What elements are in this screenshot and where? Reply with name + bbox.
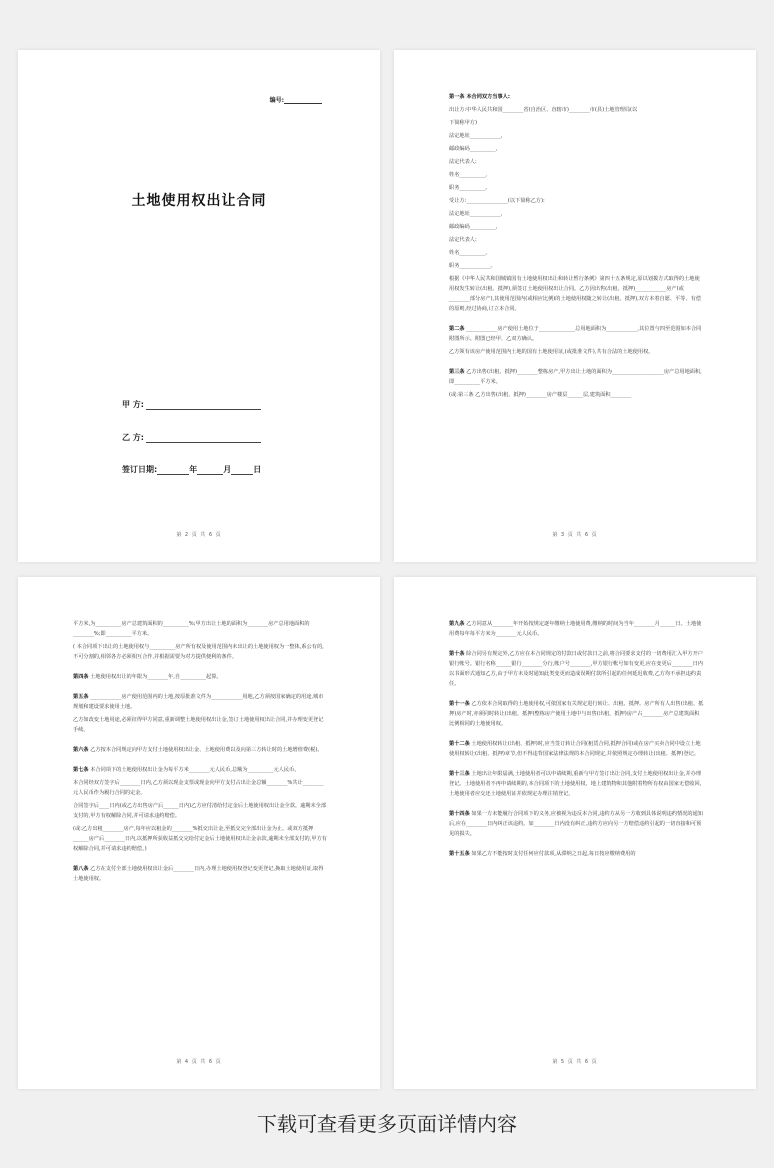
party-a-line bbox=[122, 399, 261, 410]
text-paragraph: 根据《中华人民共和国城镇国有土地使用权出让和转让暂行条例》第四十五条规定,原以划拨方式取得的土地使用权发生转让(出租、抵押),须签订土地使用权出让合同。乙方因出售(出租、抵押)____________房产(或________部分房产),其使用范围内(或相应比例)的土地使用权随之转让(出租、抵押),双方本着自愿、平等、有偿的原则,经过协商,订立本合同。 bbox=[449, 276, 702, 312]
clause-number: 第三条 bbox=[449, 369, 465, 375]
clause-number: 第十三条 bbox=[449, 771, 470, 777]
serial-number-blank bbox=[284, 97, 322, 104]
clause-number: 第二条 bbox=[449, 326, 465, 332]
page-number: 第 4 页 共 6 页 bbox=[176, 1059, 222, 1065]
clause-text: 土地使用权转让(出租、抵押)时,应当签订转让合同(租赁合同,抵押合同)或在房产买卖合同中设立土地使用权转让(出租、抵押)章节,但不得违背国家法律法规的本合同规定,并依照规定办理转让(出租、抵押)登记。 bbox=[449, 741, 701, 757]
year-char: 年 bbox=[189, 465, 198, 474]
party-b-label: 乙 方: bbox=[122, 433, 144, 442]
clause-paragraph bbox=[73, 672, 328, 682]
paragraph-gap bbox=[73, 758, 328, 765]
clause-paragraph bbox=[449, 769, 704, 799]
paragraph-gap bbox=[449, 732, 704, 739]
clause-text: 如果一方未能履行合同项下的义务,应被视为违反本合同,违约方从另一方收到具体说明违约情况的通知后,应在________日内纠正该违约。如________日内没有纠正,违约方应向另一方赔偿违约引起的一切直接和可预见的损失。 bbox=[449, 811, 703, 837]
paragraph-gap bbox=[73, 665, 328, 672]
paragraph-gap bbox=[449, 360, 704, 367]
page-body bbox=[449, 619, 704, 862]
serial-number-field bbox=[270, 95, 322, 104]
clause-paragraph bbox=[73, 864, 328, 884]
clause-number: 第十四条 bbox=[449, 811, 470, 817]
text-paragraph: 姓名__________, bbox=[449, 250, 487, 256]
clause-text: 如果乙方不能按时支付任何应付款项,从滞纳之日起,每日按应缴纳费用的 bbox=[469, 851, 636, 857]
party-a-blank bbox=[146, 401, 261, 410]
text-paragraph: 受让方:________________(以下简称乙方): bbox=[449, 198, 545, 204]
clause-number: 第八条 bbox=[73, 866, 89, 872]
document-page-4 bbox=[394, 577, 756, 1089]
text-paragraph: 职务__________。 bbox=[449, 185, 491, 191]
paragraph-gap bbox=[73, 857, 328, 864]
download-more-caption: 下载可查看更多页面详情内容 bbox=[257, 1112, 517, 1136]
clause-number: 第五条 bbox=[73, 694, 89, 700]
clause-number: 第十五条 bbox=[449, 851, 470, 857]
page-number: 第 3 页 共 6 页 bbox=[552, 532, 598, 538]
clause-paragraph bbox=[73, 692, 328, 712]
day-blank bbox=[231, 466, 253, 475]
page-number: 第 2 页 共 6 页 bbox=[176, 532, 222, 538]
party-b-line bbox=[122, 432, 261, 443]
text-paragraph: 邮政编码__________, bbox=[449, 146, 498, 152]
clause-text: 乙方出售(出租、抵押)________整栋房产,甲方出让土地的面积为____________________房产总用地面积,即__________平方米。 bbox=[449, 369, 702, 385]
text-paragraph: 姓名__________, bbox=[449, 172, 487, 178]
clause-paragraph bbox=[449, 619, 704, 639]
text-paragraph: (或:第三条 乙方出售(出租、抵押)________房产楼层______层,建筑面积________ bbox=[449, 392, 632, 398]
clause-number: 第十二条 bbox=[449, 741, 470, 747]
paragraph-gap bbox=[449, 802, 704, 809]
clause-text: 除合同另有规定外,乙方应在本合同规定的付款日或付款日之前,将合同要求支付的一切费用汇入甲方开户银行帐号。银行名称______银行________分行,帐户号________,甲方银行帐号如有变更,应在变更后________日内以书面形式通知乙方,由于甲方未及时通知此类变更而造成误期付款所引起的任何延迟收费,乙方均不承担违约责任。 bbox=[449, 651, 703, 687]
text-paragraph: 法定地址____________, bbox=[449, 211, 503, 217]
party-b-blank bbox=[146, 434, 261, 443]
text-paragraph: 法定代表人: bbox=[449, 237, 477, 243]
text-paragraph: 职务____________。 bbox=[449, 263, 496, 269]
month-blank bbox=[197, 466, 223, 475]
clause-paragraph bbox=[73, 745, 328, 755]
paragraph-gap bbox=[449, 762, 704, 769]
clause-text: 乙方按本合同规定向甲方支付土地使用权出让金、土地使用费以及向第三方转让时的土地增值费(税)。 bbox=[88, 747, 323, 753]
page-body bbox=[73, 619, 328, 887]
clause-paragraph bbox=[449, 809, 704, 839]
document-page-3 bbox=[18, 577, 380, 1089]
clause-paragraph: 第一条 本合同双方当事人: bbox=[449, 94, 510, 100]
clause-paragraph bbox=[449, 324, 704, 344]
text-paragraph: 出让方:中华人民共和国________省(自治区、直辖市)________市(县)土地管理局(以 bbox=[449, 107, 638, 113]
clause-paragraph bbox=[449, 699, 704, 729]
text-paragraph: 邮政编码__________, bbox=[449, 224, 498, 230]
document-page-2 bbox=[394, 50, 756, 562]
clause-text: ____________房产使用土地位于______________总用地面积为____________,其位置与四至范围如本合同附图所示。附图已经甲、乙双方确认。 bbox=[449, 326, 702, 342]
text-paragraph: 法定代表人: bbox=[449, 159, 477, 165]
contract-title: 土地使用权出让合同 bbox=[131, 193, 267, 209]
clause-number: 第十一条 bbox=[449, 701, 470, 707]
clause-text: 本合同项下的土地使用权出让金为每平方米________元人民币,总额为__________元人民币。 bbox=[88, 767, 300, 773]
month-char: 月 bbox=[223, 465, 232, 474]
text-paragraph: 乙方如改变土地用途,必须征得甲方同意,重新调整土地使用权出让金,签订土地使用权出让合同,并办理变更登记手续。 bbox=[73, 717, 324, 733]
clause-text: ____________房产使用范围内的土地,按原批准文件为____________用地,乙方须按国家确定的用途,城市规划和建设要求使用土地。 bbox=[73, 694, 324, 710]
paragraph-gap bbox=[449, 692, 704, 699]
clause-text: 土地使用权出让的年限为________年,自__________起算。 bbox=[88, 674, 222, 680]
paragraph-gap bbox=[449, 317, 704, 324]
text-paragraph: 合同签字后____日内(或乙方出售房产后______日内)乙方应付清给付定金后土地使用权出让金全款。逾期未全部支付的,甲方有权解除合同,并可请求违约赔偿。 bbox=[73, 803, 327, 819]
clause-number: 第六条 bbox=[73, 747, 89, 753]
page-number: 第 5 页 共 6 页 bbox=[552, 1059, 598, 1065]
party-a-label: 甲 方: bbox=[122, 400, 144, 409]
day-char: 日 bbox=[253, 465, 262, 474]
clause-paragraph bbox=[449, 649, 704, 689]
sign-date-line bbox=[122, 464, 261, 475]
text-paragraph: 本合同经双方签字后________日内,乙方须以现金支票或现金向甲方支付占出让金总额________%共计________元人民币作为履行合同的定金。 bbox=[73, 780, 324, 796]
clause-paragraph bbox=[449, 849, 704, 859]
clause-number: 第七条 bbox=[73, 767, 89, 773]
text-paragraph: 下简称甲方) bbox=[449, 120, 477, 126]
clause-text: 乙方同意从________年开始按规定逐年缴纳土地使用费,缴纳的时间为当年________月______日。土地使用费每年每平方米为________元人民币。 bbox=[449, 621, 702, 637]
clause-paragraph bbox=[73, 765, 328, 775]
paragraph-gap bbox=[73, 685, 328, 692]
paragraph-gap bbox=[449, 642, 704, 649]
text-paragraph: 平方米,为__________房产总建筑面积的__________%;甲方出让土地的面积为________房产总用地面积的________%;即__________平方米。 bbox=[73, 621, 310, 637]
clause-number: 第十条 bbox=[449, 651, 465, 657]
clause-paragraph bbox=[449, 367, 704, 387]
text-paragraph: (或:乙方出租________房产,每年应以租金的________%抵交出让金,至抵交完全部出让金为止。或双方抵押______房产后________日内,以抵押所获收益抵交完给付定金后土地使用权出让金余款,逾期未全部支付的,甲方有权解除合同,并可请求违约赔偿。) bbox=[73, 826, 327, 852]
serial-number-label: 编号: bbox=[269, 97, 284, 104]
page-body bbox=[449, 92, 704, 403]
clause-number: 第四条 bbox=[73, 674, 89, 680]
sign-date-label: 签订日期: bbox=[122, 465, 158, 474]
text-paragraph: 乙方领有该房产使用范围内土地的国有土地使用证,(或批准文件),共有合法的土地使用权。 bbox=[449, 349, 654, 355]
text-paragraph: 法定地址____________, bbox=[449, 133, 503, 139]
clause-text: 乙方在支付全部土地使用权出让金后________日内,办理土地使用权登记变更登记,换取土地使用证,取得土地使用权。 bbox=[73, 866, 324, 882]
paragraph-gap bbox=[73, 738, 328, 745]
clause-paragraph bbox=[449, 739, 704, 759]
paragraph-gap bbox=[449, 842, 704, 849]
clause-text: 土地出让年限届满,土地使用者可以申请续期,重新与甲方签订出让合同,支付土地使用权出让金,并办理登记。土地使用者不再申请续期的,本合同项下的土地使用权、地上建筑物和其他附着物所有权由国家无偿收回,土地使用者应交还土地使用证并依规定办理注销登记。 bbox=[449, 771, 702, 797]
clause-text: 乙方依本合同取得的土地使用权,可依国家有关规定进行转让、出租、抵押。房产所有人出售(出租、抵押)房产时,亦须同时转让(出租、抵押)整栋房产使用土地中与出售(出租、抵押)房产占________房产总建筑面积比例相同的土地使用权。 bbox=[449, 701, 704, 727]
document-page-cover bbox=[18, 50, 380, 562]
text-paragraph: ( 本合同项下出让的土地使用权与__________房产所有权及使用范围内未出让的土地使用权为一整体,系公有的,不可分割的,相邻各方必须相互合作,并根据需要为对方提供便利的条件。 bbox=[73, 644, 324, 660]
clause-number: 第九条 bbox=[449, 621, 465, 627]
year-blank bbox=[157, 466, 189, 475]
